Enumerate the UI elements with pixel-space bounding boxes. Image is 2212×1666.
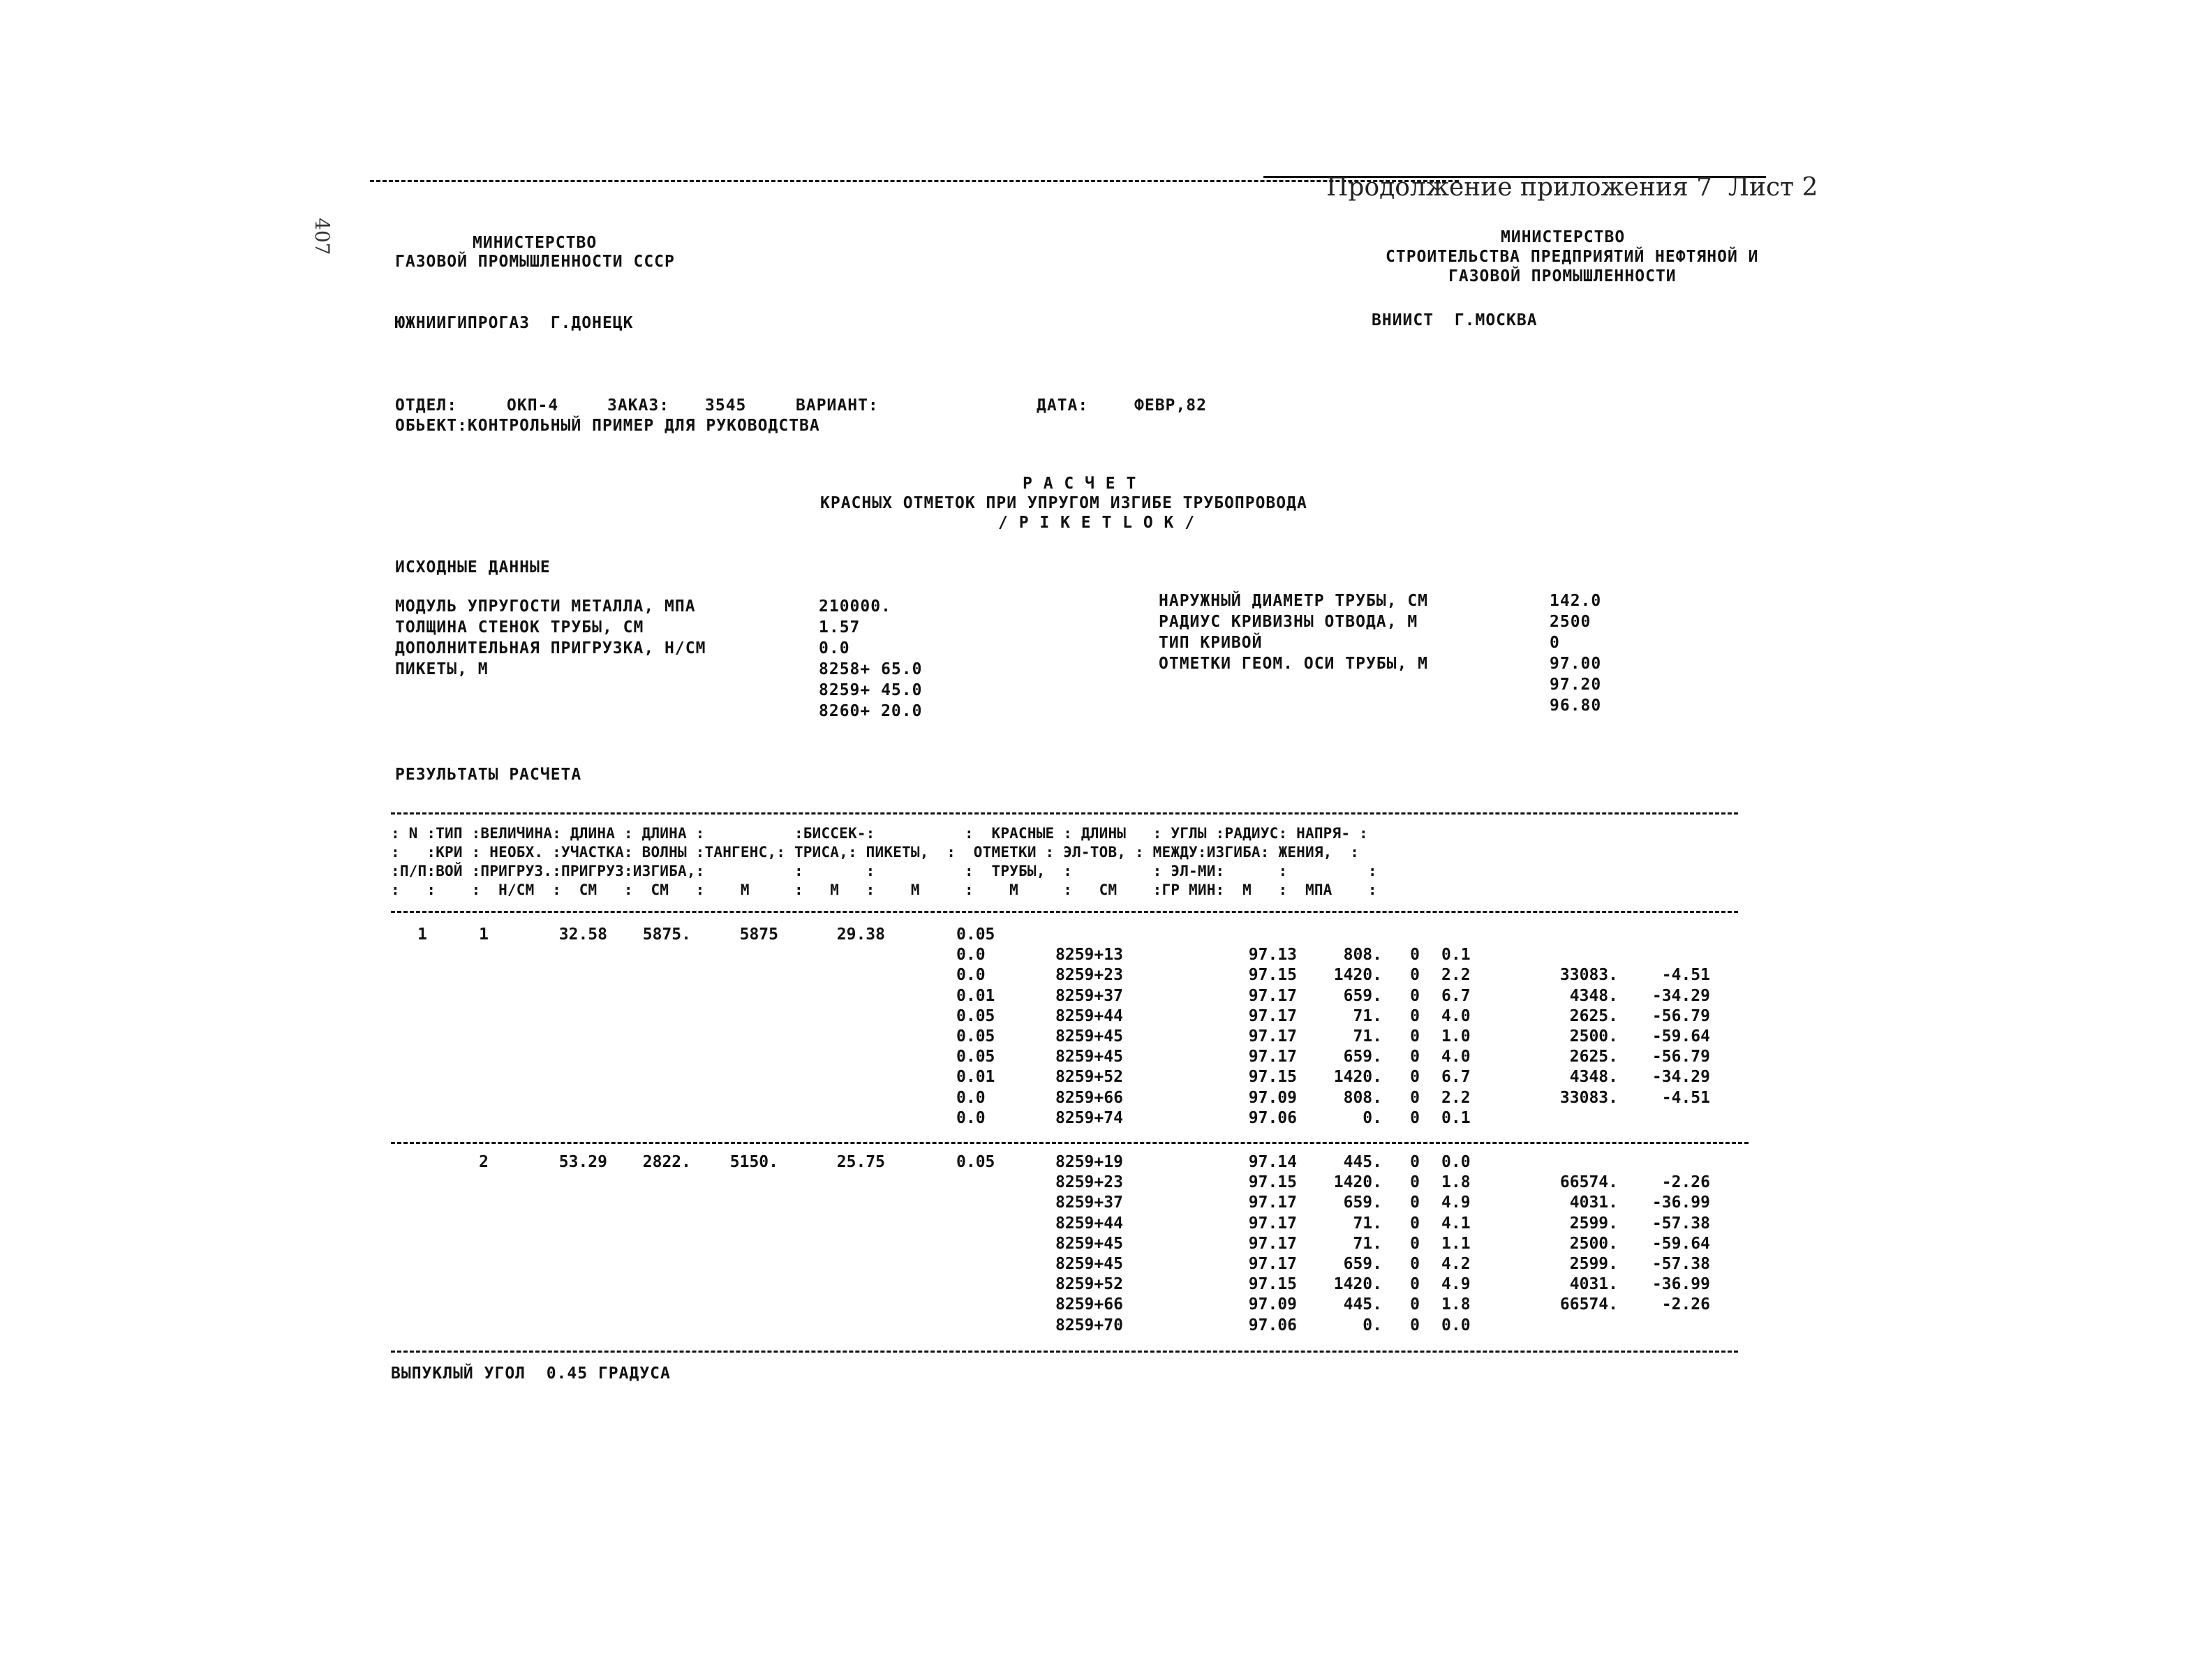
- angle-minutes: 1.0: [1441, 1027, 1471, 1046]
- table-rule: [391, 911, 1738, 913]
- red-mark: 97.17: [1248, 1048, 1297, 1066]
- results-heading: РЕЗУЛЬТАТЫ РАСЧЕТА: [395, 766, 582, 784]
- red-mark: 97.15: [1248, 1068, 1297, 1087]
- angle-degrees: 0: [1410, 986, 1420, 1005]
- angle-minutes: 0.0: [1441, 1153, 1471, 1171]
- input-value: 8259+ 45.0: [819, 681, 923, 699]
- input-value: 142.0: [1550, 592, 1602, 610]
- bisector: 0.05: [956, 1027, 995, 1046]
- picket: 8259+44: [1055, 1214, 1123, 1233]
- angle-degrees: 0: [1410, 1193, 1420, 1212]
- angle-minutes: 4.2: [1441, 1255, 1471, 1273]
- angle-degrees: 0: [1410, 1295, 1420, 1314]
- element-length: 1420.: [1333, 1068, 1382, 1087]
- angle-minutes: 4.0: [1441, 1006, 1471, 1025]
- page-number: 407: [311, 218, 334, 255]
- stress: -2.26: [1661, 1173, 1710, 1192]
- picket: 8259+45: [1055, 1048, 1123, 1066]
- red-mark: 97.06: [1248, 1316, 1297, 1334]
- picket: 8259+44: [1055, 1006, 1123, 1025]
- input-value: 97.00: [1550, 655, 1602, 673]
- bend-radius: 66574.: [1559, 1173, 1618, 1192]
- picket: 8259+74: [1055, 1108, 1123, 1127]
- picket: 8259+66: [1055, 1295, 1123, 1314]
- red-mark: 97.06: [1248, 1108, 1297, 1127]
- section-length: 5875.: [642, 925, 691, 944]
- right-org-line1: МИНИСТЕРСТВО: [1501, 228, 1626, 246]
- angle-degrees: 0: [1410, 1027, 1420, 1046]
- required-load: 32.58: [558, 925, 607, 944]
- angle-minutes: 4.9: [1441, 1193, 1471, 1212]
- stress: -59.64: [1651, 1027, 1710, 1046]
- stress: -57.38: [1651, 1255, 1710, 1273]
- input-label: ТОЛЩИНА СТЕНОК ТРУБЫ, СМ: [395, 618, 644, 637]
- bend-radius: 2500.: [1569, 1027, 1618, 1046]
- element-length: 0.: [1363, 1108, 1382, 1127]
- stress: -4.51: [1661, 966, 1710, 985]
- input-value: 210000.: [819, 597, 891, 616]
- angle-degrees: 0: [1410, 1088, 1420, 1107]
- stress: -59.64: [1651, 1234, 1710, 1253]
- bend-radius: 2625.: [1569, 1048, 1618, 1066]
- picket: 8259+37: [1055, 986, 1123, 1005]
- angle-degrees: 0: [1410, 1068, 1420, 1087]
- red-mark: 97.17: [1248, 1255, 1297, 1273]
- bend-radius: 66574.: [1559, 1295, 1618, 1314]
- input-value: 1.57: [819, 618, 861, 637]
- bend-radius: 2625.: [1569, 1006, 1618, 1025]
- input-value: 96.80: [1550, 697, 1602, 715]
- angle-degrees: 0: [1410, 1234, 1420, 1253]
- angle-minutes: 4.0: [1441, 1048, 1471, 1066]
- input-label: ОТМЕТКИ ГЕОМ. ОСИ ТРУБЫ, М: [1159, 655, 1429, 673]
- red-mark: 97.15: [1248, 966, 1297, 985]
- continuation-note: Продолжение приложения 7 Лист 2: [1326, 173, 1818, 202]
- date-value: ФЕВР,82: [1134, 396, 1207, 415]
- footer-note: ВЫПУКЛЫЙ УГОЛ 0.45 ГРАДУСА: [391, 1364, 671, 1383]
- angle-degrees: 0: [1410, 1153, 1420, 1171]
- picket: 8259+45: [1055, 1255, 1123, 1273]
- red-mark: 97.17: [1248, 1006, 1297, 1025]
- input-value: 0.0: [819, 639, 850, 657]
- angle-minutes: 6.7: [1441, 986, 1471, 1005]
- red-mark: 97.17: [1248, 1234, 1297, 1253]
- wave-length: 5150.: [729, 1153, 778, 1171]
- picket: 8259+66: [1055, 1088, 1123, 1107]
- table-rule: [391, 1142, 1749, 1144]
- bend-radius: 4031.: [1569, 1275, 1618, 1294]
- angle-degrees: 0: [1410, 1316, 1420, 1334]
- picket: 8259+45: [1055, 1234, 1123, 1253]
- input-label: РАДИУС КРИВИЗНЫ ОТВОДА, М: [1159, 613, 1418, 631]
- input-heading: ИСХОДНЫЕ ДАННЫЕ: [395, 558, 551, 577]
- angle-degrees: 0: [1410, 1255, 1420, 1273]
- table-header-line: : N :ТИП :ВЕЛИЧИНА: ДЛИНА : ДЛИНА : :БИССЕК-: : КРАСНЫЕ : ДЛИНЫ : УГЛЫ :РАДИУС: НАПРЯ- :: [391, 825, 1368, 842]
- element-length: 71.: [1353, 1006, 1382, 1025]
- dept-value: ОКП-4: [507, 396, 559, 415]
- element-length: 808.: [1343, 946, 1382, 965]
- element-length: 1420.: [1333, 1173, 1382, 1192]
- input-value: 2500: [1550, 613, 1591, 631]
- bend-radius: 4031.: [1569, 1193, 1618, 1212]
- red-mark: 97.17: [1248, 1214, 1297, 1233]
- picket: 8259+19: [1055, 1153, 1123, 1171]
- order-value: 3545: [705, 396, 747, 415]
- dept-label: ОТДЕЛ:: [395, 396, 458, 415]
- bend-radius: 4348.: [1569, 1068, 1618, 1087]
- input-label: ПИКЕТЫ, М: [395, 660, 489, 678]
- element-length: 659.: [1343, 1193, 1382, 1212]
- angle-minutes: 1.8: [1441, 1295, 1471, 1314]
- element-length: 71.: [1353, 1214, 1382, 1233]
- angle-minutes: 0.1: [1441, 946, 1471, 965]
- stress: -36.99: [1651, 1275, 1710, 1294]
- row-number: 1: [417, 925, 427, 944]
- element-length: 1420.: [1333, 966, 1382, 985]
- angle-degrees: 0: [1410, 1173, 1420, 1192]
- angle-minutes: 2.2: [1441, 1088, 1471, 1107]
- bisector: 0.05: [956, 1006, 995, 1025]
- date-label: ДАТА:: [1037, 396, 1089, 415]
- tangent: 29.38: [836, 925, 885, 944]
- stress: -56.79: [1651, 1048, 1710, 1066]
- title-line2: КРАСНЫХ ОТМЕТОК ПРИ УПРУГОМ ИЗГИБЕ ТРУБОПРОВОДА: [820, 494, 1307, 512]
- element-length: 0.: [1363, 1316, 1382, 1334]
- red-mark: 97.17: [1248, 986, 1297, 1005]
- curve-type: 1: [479, 925, 489, 944]
- red-mark: 97.15: [1248, 1275, 1297, 1294]
- wave-length: 5875: [739, 925, 778, 944]
- angle-minutes: 2.2: [1441, 966, 1471, 985]
- variant-label: ВАРИАНТ:: [796, 396, 879, 415]
- picket: 8259+70: [1055, 1316, 1123, 1334]
- angle-minutes: 0.0: [1441, 1316, 1471, 1334]
- input-value: 0: [1550, 634, 1560, 652]
- stress: -56.79: [1651, 1006, 1710, 1025]
- bisector: 0.05: [956, 925, 995, 944]
- angle-degrees: 0: [1410, 1048, 1420, 1066]
- element-length: 659.: [1343, 986, 1382, 1005]
- input-value: 8260+ 20.0: [819, 702, 923, 720]
- red-mark: 97.17: [1248, 1193, 1297, 1212]
- picket: 8259+52: [1055, 1068, 1123, 1087]
- bend-radius: 2599.: [1569, 1214, 1618, 1233]
- bisector: 0.01: [956, 986, 995, 1005]
- element-length: 445.: [1343, 1153, 1382, 1171]
- angle-minutes: 0.1: [1441, 1108, 1471, 1127]
- red-mark: 97.17: [1248, 1027, 1297, 1046]
- left-institute: ЮЖНИИГИПРОГАЗ Г.ДОНЕЦК: [395, 314, 634, 332]
- picket: 8259+37: [1055, 1193, 1123, 1212]
- order-label: ЗАКАЗ:: [607, 396, 670, 415]
- right-institute: ВНИИСТ Г.МОСКВА: [1372, 311, 1538, 329]
- curve-type: 2: [479, 1153, 489, 1171]
- element-length: 808.: [1343, 1088, 1382, 1107]
- input-label: ТИП КРИВОЙ: [1159, 634, 1263, 652]
- element-length: 71.: [1353, 1027, 1382, 1046]
- angle-minutes: 1.8: [1441, 1173, 1471, 1192]
- right-org-line2: СТРОИТЕЛЬСТВА ПРЕДПРИЯТИЙ НЕФТЯНОЙ И: [1386, 248, 1759, 266]
- angle-minutes: 6.7: [1441, 1068, 1471, 1087]
- stress: -4.51: [1661, 1088, 1710, 1107]
- title-line1: Р А С Ч Е Т: [1023, 475, 1137, 493]
- bisector: 0.0: [956, 1088, 986, 1107]
- tangent: 25.75: [836, 1153, 885, 1171]
- bend-radius: 33083.: [1559, 1088, 1618, 1107]
- element-length: 659.: [1343, 1048, 1382, 1066]
- table-header-line: :П/П:ВОЙ :ПРИГРУЗ.:ПРИГРУЗ:ИЗГИБА,: : : : ТРУБЫ, : : ЭЛ-МИ: : :: [391, 863, 1377, 879]
- bend-radius: 2500.: [1569, 1234, 1618, 1253]
- bisector: 0.0: [956, 1108, 986, 1127]
- right-org-line3: ГАЗОВОЙ ПРОМЫШЛЕННОСТИ: [1448, 267, 1677, 285]
- angle-minutes: 4.9: [1441, 1275, 1471, 1294]
- element-length: 1420.: [1333, 1275, 1382, 1294]
- angle-degrees: 0: [1410, 1214, 1420, 1233]
- angle-minutes: 1.1: [1441, 1234, 1471, 1253]
- left-org-line1: МИНИСТЕРСТВО: [473, 234, 597, 252]
- stress: -34.29: [1651, 986, 1710, 1005]
- input-value: 97.20: [1550, 676, 1602, 694]
- bisector: 0.0: [956, 966, 986, 985]
- picket: 8259+13: [1055, 946, 1123, 965]
- angle-degrees: 0: [1410, 1108, 1420, 1127]
- input-label: ДОПОЛНИТЕЛЬНАЯ ПРИГРУЗКА, Н/СМ: [395, 639, 706, 657]
- red-mark: 97.09: [1248, 1295, 1297, 1314]
- left-org-line2: ГАЗОВОЙ ПРОМЫШЛЕННОСТИ СССР: [395, 253, 675, 271]
- red-mark: 97.09: [1248, 1088, 1297, 1107]
- element-length: 71.: [1353, 1234, 1382, 1253]
- bisector: 0.05: [956, 1048, 995, 1066]
- section-length: 2822.: [642, 1153, 691, 1171]
- angle-degrees: 0: [1410, 1275, 1420, 1294]
- bend-radius: 33083.: [1559, 966, 1618, 985]
- bisector: 0.0: [956, 946, 986, 965]
- bisector: 0.05: [956, 1153, 995, 1171]
- object-line: ОБЬЕКТ:КОНТРОЛЬНЫЙ ПРИМЕР ДЛЯ РУКОВОДСТВА: [395, 417, 820, 435]
- angle-degrees: 0: [1410, 946, 1420, 965]
- picket: 8259+23: [1055, 966, 1123, 985]
- red-mark: 97.14: [1248, 1153, 1297, 1171]
- stress: -2.26: [1661, 1295, 1710, 1314]
- angle-degrees: 0: [1410, 966, 1420, 985]
- top-rule-left: [370, 180, 1459, 182]
- table-rule: [391, 812, 1738, 815]
- bisector: 0.01: [956, 1068, 995, 1087]
- stress: -57.38: [1651, 1214, 1710, 1233]
- stress: -36.99: [1651, 1193, 1710, 1212]
- angle-degrees: 0: [1410, 1006, 1420, 1025]
- bend-radius: 4348.: [1569, 986, 1618, 1005]
- red-mark: 97.13: [1248, 946, 1297, 965]
- picket: 8259+45: [1055, 1027, 1123, 1046]
- title-line3: / P I K E T L O K /: [998, 514, 1196, 532]
- bend-radius: 2599.: [1569, 1255, 1618, 1273]
- input-label: НАРУЖНЫЙ ДИАМЕТР ТРУБЫ, СМ: [1159, 592, 1429, 610]
- picket: 8259+23: [1055, 1173, 1123, 1192]
- table-header-line: : : : Н/СМ : СМ : СМ : М : М : М : М : СМ :ГР МИН: М : МПА :: [391, 882, 1377, 898]
- stress: -34.29: [1651, 1068, 1710, 1087]
- required-load: 53.29: [558, 1153, 607, 1171]
- red-mark: 97.15: [1248, 1173, 1297, 1192]
- input-label: МОДУЛЬ УПРУГОСТИ МЕТАЛЛА, МПА: [395, 597, 696, 616]
- angle-minutes: 4.1: [1441, 1214, 1471, 1233]
- input-value: 8258+ 65.0: [819, 660, 923, 678]
- picket: 8259+52: [1055, 1275, 1123, 1294]
- element-length: 659.: [1343, 1255, 1382, 1273]
- table-header-line: : :КРИ : НЕОБХ. :УЧАСТКА: ВОЛНЫ :ТАНГЕНС,: ТРИСА,: ПИКЕТЫ, : ОТМЕТКИ : ЭЛ-ТОВ, : МЕЖДУ:ИЗГИБА: ЖЕНИЯ, :: [391, 844, 1360, 861]
- element-length: 445.: [1343, 1295, 1382, 1314]
- table-rule: [391, 1351, 1738, 1353]
